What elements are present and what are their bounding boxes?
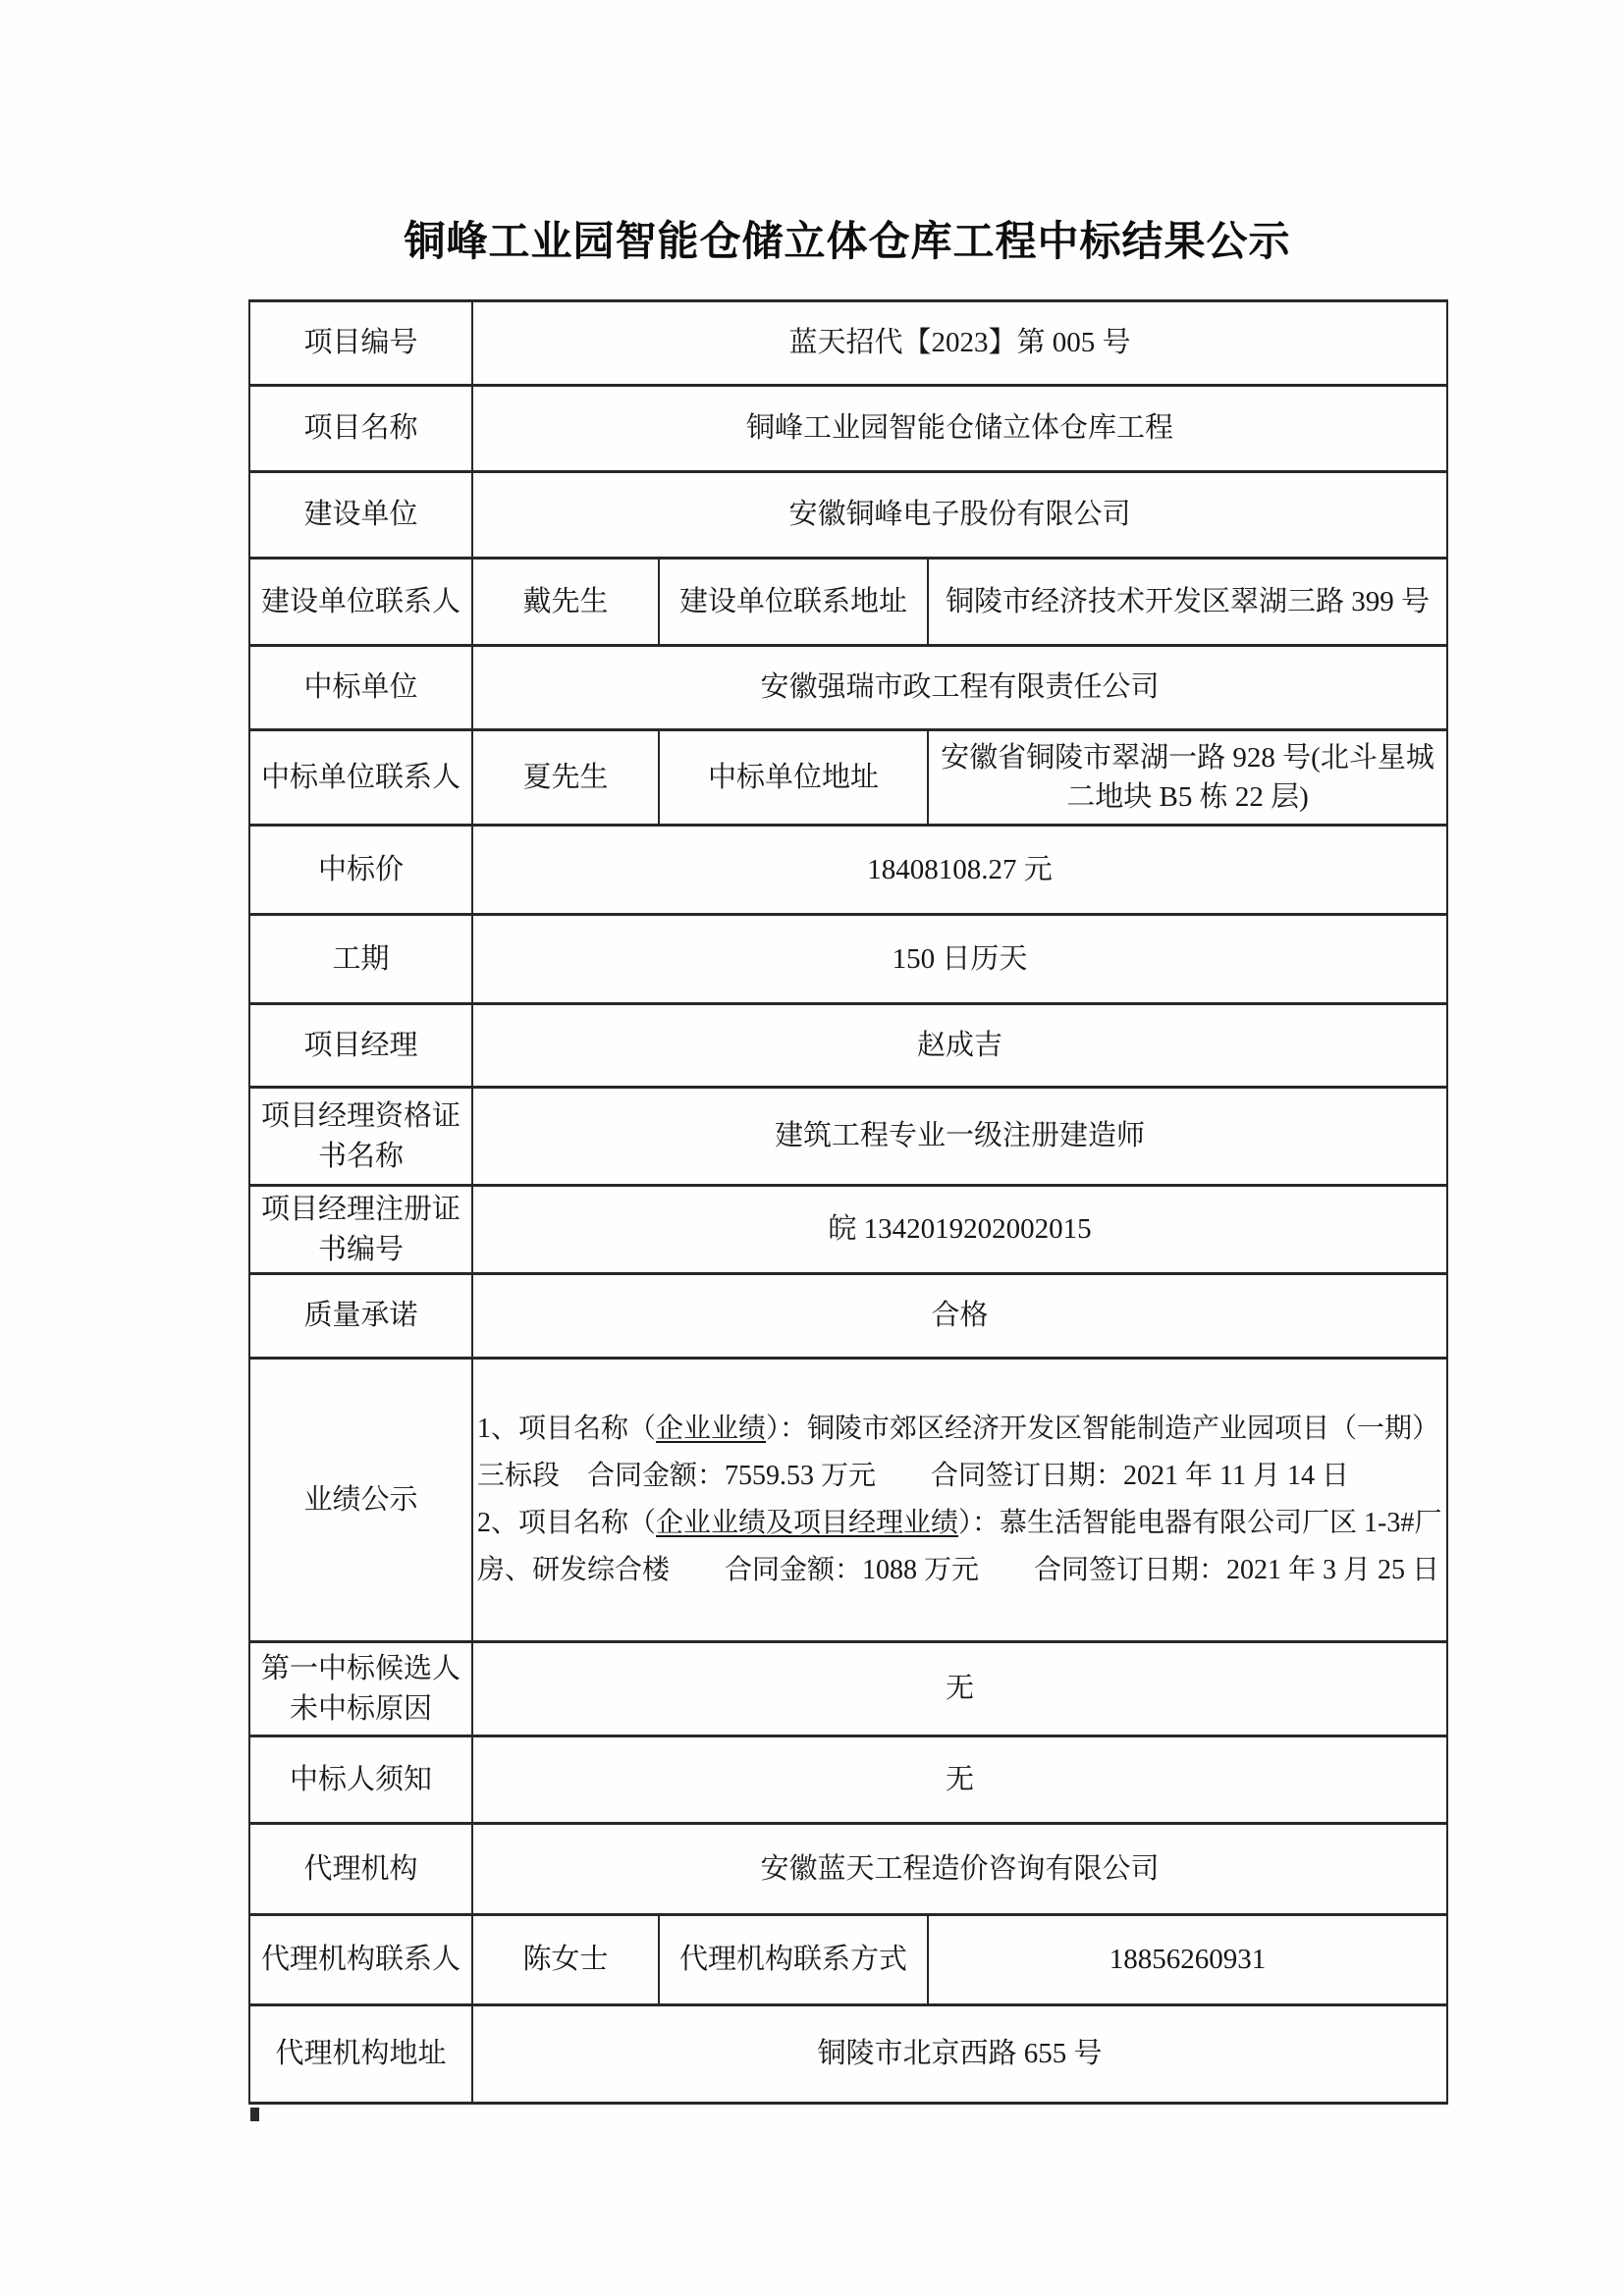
performance-cell — [472, 1359, 1447, 1642]
table-row — [249, 386, 1447, 472]
row-value: 安徽铜峰电子股份有限公司 — [472, 472, 1447, 559]
row-value: 皖 1342019202002015 — [472, 1186, 1447, 1274]
row-label: 项目经理资格证书名称 — [249, 1088, 472, 1186]
table-row — [249, 1642, 1447, 1736]
row-value: 建筑工程专业一级注册建造师 — [472, 1088, 1447, 1186]
row-label: 建设单位联系人 — [249, 559, 472, 646]
row-label: 代理机构 — [249, 1824, 472, 1915]
row-value: 赵成吉 — [472, 1004, 1447, 1088]
row-label: 质量承诺 — [249, 1274, 472, 1359]
row-label: 代理机构联系人 — [249, 1915, 472, 2005]
row-label: 项目编号 — [249, 301, 472, 386]
row-value: 蓝天招代【2023】第 005 号 — [472, 301, 1447, 386]
table-row — [249, 915, 1447, 1004]
table-row — [249, 1004, 1447, 1088]
row-label: 项目经理注册证书编号 — [249, 1186, 472, 1274]
row-value-secondary: 铜陵市经济技术开发区翠湖三路 399 号 — [928, 559, 1447, 646]
row-label: 项目名称 — [249, 386, 472, 472]
table-row — [249, 1186, 1447, 1274]
row-label: 项目经理 — [249, 1004, 472, 1088]
row-label: 建设单位 — [249, 472, 472, 559]
table-row — [249, 1824, 1447, 1915]
row-label: 中标单位 — [249, 646, 472, 730]
table-row — [249, 1915, 1447, 2005]
row-value: 铜峰工业园智能仓储立体仓库工程 — [472, 386, 1447, 472]
row-value: 戴先生 — [472, 559, 659, 646]
row-value: 合格 — [472, 1274, 1447, 1359]
table-row — [249, 301, 1447, 386]
performance-item-1: 1、项目名称（企业业绩）：铜陵市郊区经济开发区智能制造产业园项目（一期）三标段 合同金额：7559.53 万元 合同签订日期：2021 年 11 月 14 日 — [477, 1414, 1440, 1491]
underlined-text: 企业业绩 — [656, 1414, 767, 1444]
table-row — [249, 1736, 1447, 1824]
row-value: 安徽强瑞市政工程有限责任公司 — [472, 646, 1447, 730]
row-label: 代理机构地址 — [249, 2005, 472, 2104]
row-value-secondary: 安徽省铜陵市翠湖一路 928 号(北斗星城二地块 B5 栋 22 层) — [928, 730, 1447, 826]
row-label-secondary: 中标单位地址 — [659, 730, 928, 826]
bid-result-table — [248, 299, 1448, 2105]
table-row — [249, 472, 1447, 559]
performance-item-2: 2、项目名称（企业业绩及项目经理业绩）：慕生活智能电器有限公司厂区 1-3#厂房、研发综合楼 合同金额：1088 万元 合同签订日期：2021 年 3 月 25 日 — [477, 1508, 1442, 1585]
row-value: 无 — [472, 1642, 1447, 1736]
table-row — [249, 1359, 1447, 1642]
table-row — [249, 1274, 1447, 1359]
row-value: 无 — [472, 1736, 1447, 1824]
row-label: 业绩公示 — [249, 1359, 472, 1642]
table-row — [249, 1088, 1447, 1186]
row-value: 18408108.27 元 — [472, 826, 1447, 915]
table-row — [249, 2005, 1447, 2104]
row-value-secondary: 18856260931 — [928, 1915, 1447, 2005]
row-value: 150 日历天 — [472, 915, 1447, 1004]
table-row — [249, 826, 1447, 915]
row-label: 第一中标候选人未中标原因 — [249, 1642, 472, 1736]
row-label: 中标人须知 — [249, 1736, 472, 1824]
row-value: 夏先生 — [472, 730, 659, 826]
row-label-secondary: 建设单位联系地址 — [659, 559, 928, 646]
table-row — [249, 646, 1447, 730]
table-row — [249, 559, 1447, 646]
row-label-secondary: 代理机构联系方式 — [659, 1915, 928, 2005]
underlined-text: 企业业绩及项目经理业绩 — [656, 1508, 959, 1538]
row-label: 中标单位联系人 — [249, 730, 472, 826]
row-label: 工期 — [249, 915, 472, 1004]
row-value: 安徽蓝天工程造价咨询有限公司 — [472, 1824, 1447, 1915]
row-value: 陈女士 — [472, 1915, 659, 2005]
scan-artifact — [250, 2108, 259, 2121]
row-value: 铜陵市北京西路 655 号 — [472, 2005, 1447, 2104]
page-title: 铜峰工业园智能仓储立体仓库工程中标结果公示 — [404, 218, 1291, 264]
row-label: 中标价 — [249, 826, 472, 915]
table-row — [249, 730, 1447, 826]
